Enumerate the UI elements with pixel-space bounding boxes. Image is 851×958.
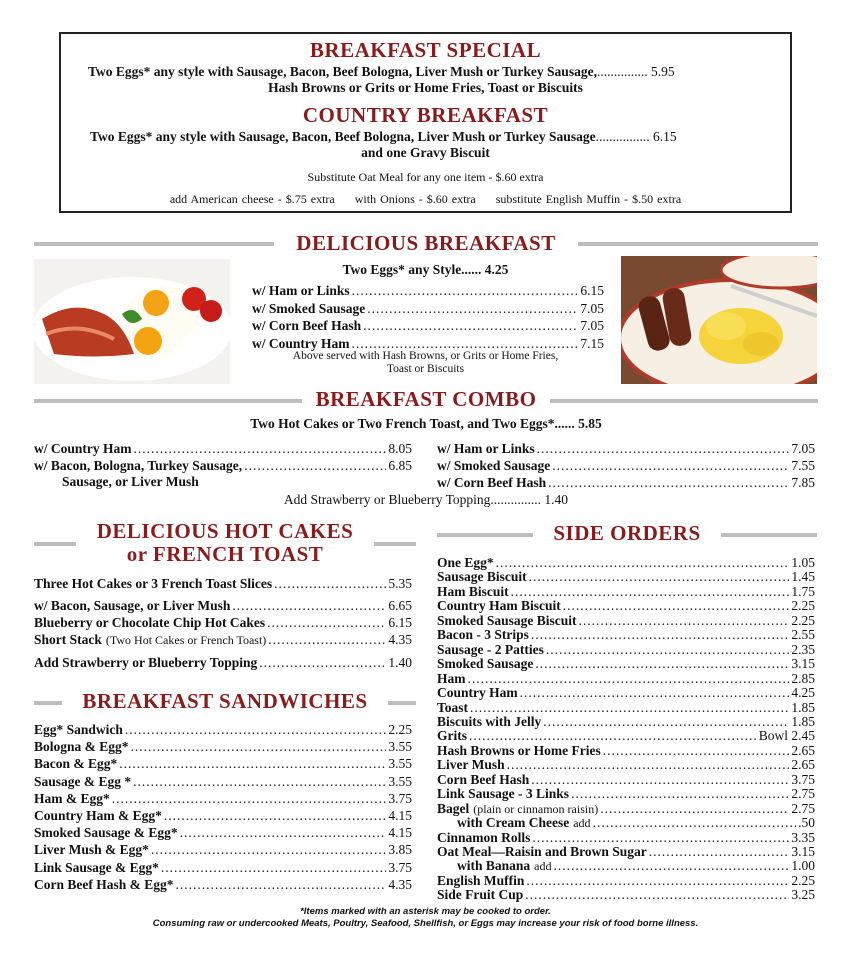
item-name: w/ Country Ham (34, 441, 132, 456)
divider (721, 533, 817, 537)
item-price: 2.25 (791, 612, 815, 628)
item-price: 3.55 (388, 756, 412, 772)
leader-dots (548, 475, 789, 490)
leader-dots (352, 283, 579, 298)
item-price: 3.75 (388, 790, 412, 806)
item-price: 2.75 (791, 800, 815, 816)
leader-dots (563, 598, 790, 613)
item-name: Blueberry or Chocolate Chip Hot Cakes (34, 615, 266, 630)
special-desc: Two Eggs* any style with Sausage, Bacon, Beef Bologna, Liver Mush or Turkey Sausage, (88, 64, 597, 79)
menu-item (34, 458, 412, 473)
item-price: 1.85 (791, 713, 815, 729)
menu-item (34, 615, 412, 630)
menu-item (437, 475, 815, 490)
leader-dots (232, 598, 386, 613)
divider (374, 542, 416, 546)
leader-dots (535, 656, 789, 671)
item-name: Ham & Egg* (34, 790, 110, 806)
leader-dots (367, 301, 578, 316)
item-price: 3.75 (791, 771, 815, 787)
item-price: 8.05 (388, 441, 412, 456)
item-price: 6.65 (388, 598, 412, 613)
item-price: 1.05 (791, 555, 815, 570)
menu-item (34, 791, 412, 806)
item-name: Bacon & Egg* (34, 756, 118, 772)
item-price: 6.85 (388, 458, 412, 473)
divider (550, 399, 818, 403)
item-name: Smoked Sausage (437, 656, 534, 672)
item-note: add (534, 859, 552, 874)
delicious-base: Two Eggs* any Style...... 4.25 (342, 262, 509, 277)
item-name: Corn Beef Hash (437, 771, 530, 787)
item-name: w/ Country Ham (252, 335, 350, 351)
leader-dots (119, 756, 386, 771)
item-price: 2.75 (791, 786, 815, 802)
leader-dots (526, 873, 789, 888)
item-price: 7.15 (580, 335, 604, 351)
leader-dots (537, 441, 790, 456)
leader-dots (507, 757, 790, 772)
menu-item (252, 336, 604, 351)
item-price: 4.35 (388, 632, 412, 647)
cheese-note: add American cheese - $.75 extra (169, 192, 335, 206)
menu-item (34, 441, 412, 456)
country-line1: Two Eggs* any style with Sausage, Bacon, Beef Bologna, Liver Mush or Turkey Sausage................ 6.15 (90, 129, 677, 144)
menu-item (437, 671, 815, 686)
item-price: 1.00 (791, 858, 815, 874)
country-line2: and one Gravy Biscuit (361, 145, 490, 160)
sandwiches-title: BREAKFAST SANDWICHES (82, 689, 368, 713)
leader-dots (363, 318, 578, 333)
item-price: 2.65 (791, 742, 815, 758)
item-price: 2.85 (791, 670, 815, 686)
item-name: Hash Browns or Home Fries (437, 742, 601, 758)
leader-dots (468, 671, 790, 686)
menu-item (34, 774, 412, 789)
delicious-note (230, 350, 621, 376)
menu-item (34, 842, 412, 857)
menu-item (34, 808, 412, 823)
menu-item (437, 772, 815, 787)
leader-dots (571, 786, 789, 801)
item-price: 2.25 (791, 872, 815, 888)
leader-dots (268, 632, 386, 647)
leader-dots (131, 739, 387, 754)
item-name: w/ Ham or Links (437, 441, 535, 456)
item-name: Bologna & Egg* (34, 739, 129, 755)
item-name: w/ Ham or Links (252, 283, 350, 298)
item-name: Link Sausage & Egg* (34, 859, 159, 875)
special-price: 5.95 (650, 64, 675, 79)
leader-dots (525, 887, 789, 902)
item-price: 1.40 (388, 655, 412, 670)
item-price: 3.85 (388, 842, 412, 858)
item-note: (plain or cinnamon raisin) (473, 801, 599, 816)
item-name: with Cream Cheese (457, 815, 570, 831)
item-name: Liver Mush (437, 757, 505, 773)
divider (34, 542, 76, 546)
leader-dots (274, 576, 386, 591)
item-price: 3.35 (791, 829, 815, 845)
leader-dots (151, 842, 386, 857)
menu-item (34, 598, 412, 613)
hotcakes-title-2: or FRENCH TOAST (126, 542, 324, 566)
item-name: w/ Corn Beef Hash (437, 475, 547, 490)
leader-dots (603, 743, 790, 758)
item-name: Liver Mush & Egg* (34, 842, 149, 858)
extras-note (59, 192, 792, 207)
menu-item (437, 627, 815, 642)
country-breakfast-title: COUNTRY BREAKFAST (302, 103, 549, 127)
sausage-eggs-photo (621, 256, 817, 384)
item-name: w/ Smoked Sausage (437, 458, 551, 473)
leader-dots (593, 815, 797, 830)
divider (578, 242, 818, 246)
menu-item (437, 458, 815, 473)
menu-item (437, 728, 815, 743)
health-warning: Consuming raw or undercooked Meats, Poultry, Seafood, Shellfish, or Eggs may increase your risk of food borne illness. (152, 918, 699, 929)
item-name: Smoked Sausage & Egg* (34, 825, 178, 841)
item-price: 1.75 (791, 583, 815, 599)
item-price: 3.55 (388, 773, 412, 789)
item-name: Toast (437, 699, 469, 715)
item-price: 3.15 (791, 844, 815, 859)
delicious-note-1: Above served with Hash Browns, or Grits or Home Fries, (292, 350, 559, 362)
item-price: 2.25 (791, 598, 815, 614)
item-name: Country Ham & Egg* (34, 808, 162, 823)
special-line2: Hash Browns or Grits or Home Fries, Toast or Biscuits (268, 80, 583, 95)
menu-item (437, 844, 815, 859)
item-price: .50 (798, 815, 815, 831)
leader-dots (267, 615, 386, 630)
menu-item (34, 632, 412, 648)
menu-item (34, 655, 412, 670)
divider (34, 242, 274, 246)
menu-item (437, 441, 815, 456)
menu-item (437, 569, 815, 584)
menu-item (437, 873, 815, 888)
leader-dots (470, 700, 789, 715)
menu-item (34, 576, 412, 591)
item-name: with Banana (457, 858, 531, 874)
menu-item (437, 584, 815, 599)
menu-item (437, 656, 815, 671)
menu-item (34, 860, 412, 875)
leader-dots (176, 877, 387, 892)
menu-item (437, 613, 815, 628)
oatmeal-note: Substitute Oat Meal for any one item - $.60 extra (307, 170, 544, 184)
leader-dots (531, 627, 789, 642)
breakfast-combo-title: BREAKFAST COMBO (315, 387, 537, 411)
muffin-note: substitute English Muffin - $.50 extra (495, 192, 682, 206)
item-name: Corn Beef Hash & Egg* (34, 876, 174, 892)
hotcakes-title (76, 520, 374, 566)
menu-item (252, 301, 604, 316)
item-price: 7.85 (791, 475, 815, 490)
item-price: 7.05 (580, 318, 604, 333)
item-price: 2.35 (791, 641, 815, 657)
menu-item (437, 642, 815, 657)
menu-item (437, 598, 815, 613)
leader-dots (133, 774, 386, 789)
item-price: 7.55 (791, 458, 815, 473)
item-price: 7.05 (791, 441, 815, 456)
item-price: 4.25 (791, 685, 815, 701)
leader-dots (161, 860, 386, 875)
item-price: 1.45 (791, 569, 815, 585)
leader-dots (543, 714, 789, 729)
delicious-breakfast-title: DELICIOUS BREAKFAST (296, 231, 556, 255)
leader-dots (600, 801, 789, 816)
item-name: Ham Biscuit (437, 583, 509, 599)
item-name: Biscuits with Jelly (437, 713, 542, 729)
leader-dots (553, 858, 789, 873)
item-price: 4.15 (388, 825, 412, 841)
item-price: 4.35 (388, 876, 412, 892)
item-price: 6.15 (388, 615, 412, 630)
item-name: Link Sausage - 3 Links (437, 786, 570, 802)
item-name: Sausage - 2 Patties (437, 641, 544, 657)
menu-item (34, 756, 412, 771)
item-name: w/ Corn Beef Hash (252, 318, 362, 333)
leader-dots (352, 336, 579, 351)
item-name: w/ Bacon, Sausage, or Liver Mush (34, 598, 231, 613)
item-name: Egg* Sandwich (34, 722, 123, 737)
item-name: Bacon - 3 Strips (437, 627, 529, 643)
menu-item (437, 700, 815, 715)
onions-note: with Onions - $.60 extra (354, 192, 476, 206)
leader-dots (520, 685, 790, 700)
menu-item (437, 714, 815, 729)
item-name: One Egg* (437, 555, 494, 570)
combo-base: Two Hot Cakes or Two French Toast, and Two Eggs*...... 5.85 (250, 416, 602, 431)
item-name: Oat Meal—Raisin and Brown Sugar (437, 844, 647, 859)
leader-dots (579, 613, 790, 628)
menu-item (437, 685, 815, 700)
hotcakes-title-1: DELICIOUS HOT CAKES (96, 519, 354, 543)
leader-dots (125, 722, 386, 737)
menu-item (252, 318, 604, 333)
combo-left-cont: Sausage, or Liver Mush (62, 474, 199, 489)
side-orders-title: SIDE ORDERS (553, 521, 701, 545)
item-name: Short Stack (34, 632, 102, 647)
menu-item (437, 757, 815, 772)
item-price: 2.65 (791, 757, 815, 773)
leader-dots (496, 555, 790, 570)
leader-dots (112, 791, 387, 806)
item-name: Bagel (437, 800, 470, 816)
item-price: 1.85 (791, 699, 815, 715)
item-name: Sausage & Egg * (34, 773, 132, 789)
eggs-bacon-photo (34, 259, 230, 384)
menu-item (437, 830, 815, 845)
delicious-note-2: Toast or Biscuits (386, 363, 465, 375)
item-name: Add Strawberry or Blueberry Topping (34, 655, 258, 670)
item-name: English Muffin (437, 872, 525, 888)
item-price: 2.25 (388, 722, 412, 737)
leader-dots (134, 441, 387, 456)
item-name: Three Hot Cakes or 3 French Toast Slices (34, 576, 273, 591)
divider (388, 701, 416, 705)
item-price: 3.15 (791, 656, 815, 672)
item-price: 5.35 (388, 576, 412, 591)
leader-dots (164, 808, 387, 823)
item-name: Country Ham (437, 685, 518, 701)
item-price: Bowl 2.45 (758, 728, 815, 744)
country-desc: Two Eggs* any style with Sausage, Bacon, Beef Bologna, Liver Mush or Turkey Sausage (90, 129, 596, 144)
combo-topping: Add Strawberry or Blueberry Topping............... 1.40 (283, 492, 569, 507)
item-name: Sausage Biscuit (437, 569, 527, 585)
item-price: 3.25 (791, 887, 815, 903)
item-name: Smoked Sausage Biscuit (437, 612, 577, 628)
item-name: w/ Smoked Sausage (252, 300, 366, 316)
menu-item (34, 877, 412, 892)
country-price: 6.15 (652, 129, 677, 144)
item-price: 6.15 (580, 283, 604, 298)
leader-dots (532, 830, 789, 845)
item-name: Grits (437, 728, 467, 744)
item-price: 2.55 (791, 627, 815, 643)
item-note: (Two Hot Cakes or French Toast) (105, 633, 267, 647)
leader-dots (529, 569, 790, 584)
divider (34, 701, 62, 705)
leader-dots (244, 458, 386, 473)
leader-dots (180, 825, 387, 840)
menu-item (437, 555, 815, 570)
leader-dots (531, 772, 789, 787)
menu-item (437, 887, 815, 902)
leader-dots (259, 655, 386, 670)
menu-item (252, 283, 604, 298)
leader-dots (552, 458, 789, 473)
item-price: 3.55 (388, 739, 412, 755)
item-price: 7.05 (580, 300, 604, 316)
menu-item (34, 825, 412, 840)
menu-item (34, 739, 412, 754)
item-price: 3.75 (388, 859, 412, 875)
divider (34, 399, 302, 403)
special-line1: Two Eggs* any style with Sausage, Bacon, Beef Bologna, Liver Mush or Turkey Sausage,............... 5.95 (88, 64, 675, 79)
divider (437, 533, 533, 537)
menu-item (437, 743, 815, 758)
item-note: add (573, 816, 591, 831)
leader-dots (511, 584, 790, 599)
leader-dots (469, 728, 757, 743)
breakfast-special-title: BREAKFAST SPECIAL (309, 38, 542, 62)
item-price: 4.15 (388, 808, 412, 823)
item-name: Cinnamon Rolls (437, 829, 531, 845)
item-name: Side Fruit Cup (437, 887, 524, 903)
menu-item (437, 786, 815, 801)
menu-item (34, 722, 412, 737)
item-name: Country Ham Biscuit (437, 598, 561, 614)
asterisk-note: *Items marked with an asterisk may be cooked to order. (300, 906, 551, 917)
item-name: w/ Bacon, Bologna, Turkey Sausage, (34, 458, 243, 473)
leader-dots (649, 844, 790, 859)
item-name: Ham (437, 670, 466, 686)
leader-dots (546, 642, 790, 657)
